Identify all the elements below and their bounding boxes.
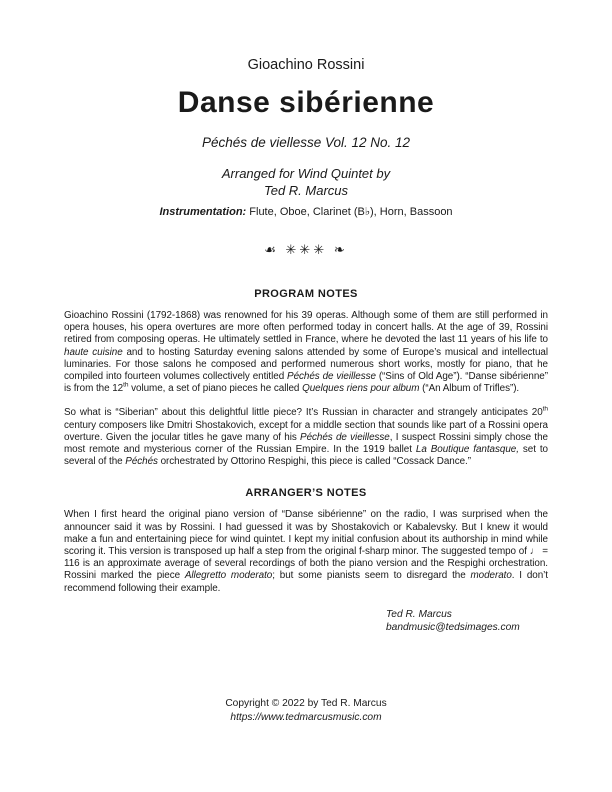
divider-ornament-icon: ☙ ✳✳✳ ❧ [264, 242, 348, 257]
program-notes-heading: PROGRAM NOTES [254, 288, 358, 300]
footer-url: https://www.tedmarcusmusic.com [230, 712, 382, 723]
arranged-for-line: Arranged for Wind Quintet by [221, 166, 391, 181]
footer-block [0, 697, 612, 725]
footer-copyright: Copyright © 2022 by Ted R. Marcus [225, 698, 387, 709]
signature-email: bandmusic@tedsimages.com [386, 621, 520, 633]
composer-name: Gioachino Rossini [247, 57, 365, 73]
program-notes-paragraph-1: Gioachino Rossini (1792-1868) was renowned for his 39 operas. Although some of them are still performed in opera houses, his opera overtures are more often performed today in concert halls. At the age of 39, Rossini retired from composing operas. He ultimately settled in France, where he devoted the last 11 years of his life to haute cuisine and to hosting Saturday evening salons attended by some of Europe’s musical and intellectual luminaries. For those salons he composed and performed numerous short works, mostly for piano, that he compiled into fourteen volumes collectively entitled Péchés de vieillesse (“Sins of Old Age”). “Danse sibérienne” is from the 12th volume, a set of piano pieces he called Quelques riens pour album (“An Album of Trifles”). [64, 310, 548, 395]
signature-block [386, 608, 548, 634]
arranger-name: Ted R. Marcus [263, 183, 349, 198]
program-notes-paragraph-2: So what is “Siberian” about this delightful little piece? It’s Russian in character and strangely anticipates 20th century composers like Dmitri Shostakovich, except for a middle section that sounds like part of a Rossini opera overture. Given the jocular titles he gave many of his Péchés de vieillesse, I suspect Rossini simply chose the most remote and mysterious corner of the Russian Empire. In the 1919 ballet La Boutique fantasque, set to several of the Péchés orchestrated by Ottorino Respighi, this piece is called “Cossack Dance.” [64, 406, 548, 468]
instrumentation-label: Instrumentation: [159, 206, 247, 218]
arranger-block [64, 165, 548, 199]
arrangers-notes-heading: ARRANGER’S NOTES [245, 487, 367, 500]
piece-subtitle: Péchés de viellesse Vol. 12 No. 12 [201, 135, 411, 150]
piece-title: Danse sibérienne [177, 86, 435, 119]
signature-name: Ted R. Marcus [386, 608, 452, 620]
instrumentation-line [64, 205, 548, 219]
instrumentation-value: Flute, Oboe, Clarinet (B♭), Horn, Bassoon [246, 206, 453, 218]
arrangers-notes-paragraph: When I first heard the original piano version of “Danse sibérienne” on the radio, I was surprised when the announcer said it was by Rossini. I had guessed it was by Shostakovich or Kabalevsky. But I knew it would make a fun and entertaining piece for wind quintet. I kept my initial confusion about its authorship in mind while scoring it. This version is transposed up half a step from the original f-sharp minor. The suggested tempo of ♩ = 116 is an approximate average of several recordings of both the piano version and the Respighi orchestration. Rossini marked the piece Allegretto moderato; but some pianists seem to disregard the moderato. I don’t recommend following their example. [64, 509, 548, 594]
